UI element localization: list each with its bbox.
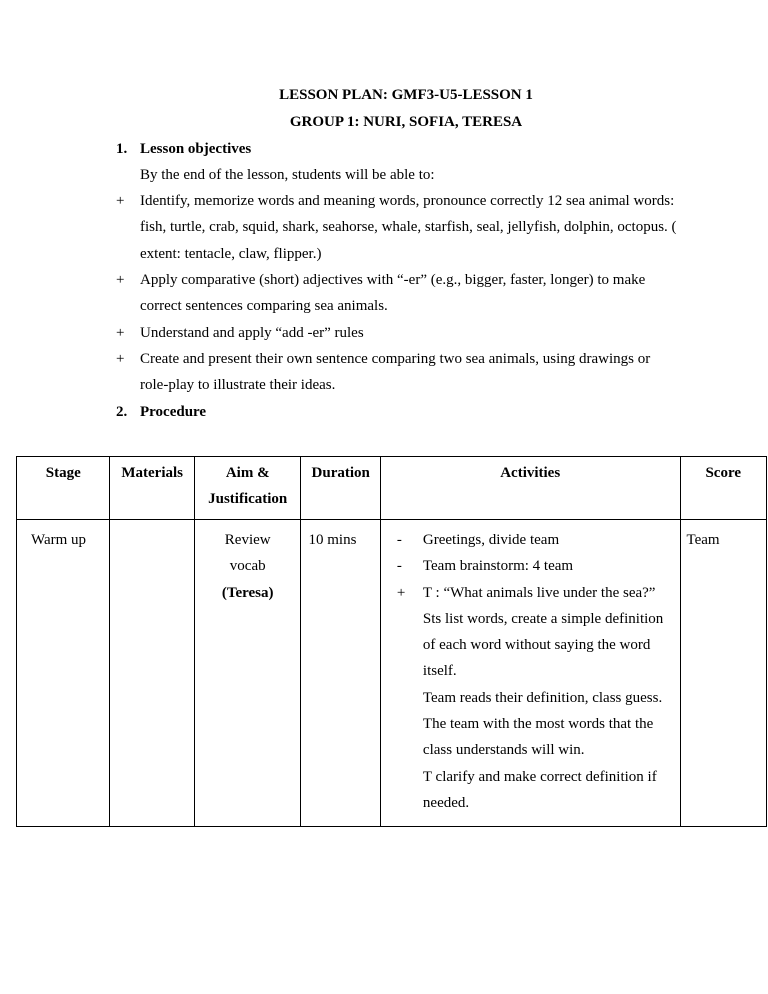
header-score: Score — [680, 457, 767, 520]
section-title: Lesson objectives — [140, 141, 252, 157]
plus-marker: + — [396, 584, 406, 601]
header-aim-line2: Justification — [208, 491, 288, 508]
activity-item — [381, 685, 680, 764]
section-number: 2. — [116, 404, 128, 420]
aim-person: (Teresa) — [221, 584, 274, 601]
objective-text: Create and present their own sentence comparing two sea animals, using drawings or role-play to illustrate their ideas. — [140, 351, 651, 394]
plus-marker: + — [116, 325, 125, 341]
header-duration: Duration — [301, 457, 380, 520]
header-activities: Activities — [380, 457, 680, 520]
objective-text: Understand and apply “add -er” rules — [140, 325, 364, 341]
objective-text: Identify, memorize words and meaning words, pronounce correctly 12 sea animal words: fish, turtle, crab, squid, shark, seahorse, whale, starfish, seal, jellyfish, dolphin, octopus. ( extent: tentacle, claw, flipper.) — [140, 193, 677, 262]
header-aim-line1: Aim & — [225, 465, 270, 481]
plus-marker: + — [116, 193, 125, 209]
plus-marker: + — [116, 272, 125, 288]
document-title: LESSON PLAN: GMF3-U5-LESSON 1 — [279, 87, 533, 103]
aim-cell — [194, 520, 301, 827]
group-title: GROUP 1: NURI, SOFIA, TERESA — [289, 114, 523, 130]
activity-item — [381, 553, 680, 579]
activity-text: Team reads their definition, class guess. The team with the most words that the class understands will win. — [422, 689, 663, 759]
procedure-table — [16, 456, 767, 827]
plus-marker: + — [116, 351, 125, 367]
table-row — [17, 520, 767, 827]
objective-text: Apply comparative (short) adjectives with “-er” (e.g., bigger, faster, longer) to make correct sentences comparing sea animals. — [140, 272, 646, 315]
header-aim — [194, 457, 301, 520]
score-cell: Team — [680, 520, 767, 827]
activity-item — [381, 606, 680, 685]
section-heading-procedure — [116, 402, 206, 422]
section-number: 1. — [116, 141, 128, 157]
activity-item — [381, 527, 680, 553]
activity-item — [381, 580, 680, 606]
duration-cell: 10 mins — [301, 520, 380, 827]
activity-text: Team brainstorm: 4 team — [422, 558, 574, 575]
stage-cell: Warm up — [17, 520, 110, 827]
dash-marker: - — [396, 532, 402, 548]
table-header-row — [17, 457, 767, 520]
activity-text: Greetings, divide team — [422, 532, 560, 548]
activity-text: T clarify and make correct definition if needed. — [422, 768, 657, 811]
materials-cell — [110, 520, 194, 827]
header-stage: Stage — [17, 457, 110, 520]
aim-line: Review — [224, 532, 271, 548]
aim-line: vocab — [229, 558, 266, 575]
dash-marker: - — [396, 558, 402, 575]
section-heading-objectives — [116, 139, 251, 159]
activity-text: Sts list words, create a simple definition of each word without saying the word itself. — [422, 610, 664, 680]
header-materials: Materials — [110, 457, 194, 520]
section-title: Procedure — [140, 404, 207, 420]
objectives-intro: By the end of the lesson, students will be able to: — [140, 167, 435, 183]
activities-cell — [380, 520, 680, 827]
activity-item — [381, 764, 680, 817]
activity-text: T : “What animals live under the sea?” — [422, 584, 656, 601]
